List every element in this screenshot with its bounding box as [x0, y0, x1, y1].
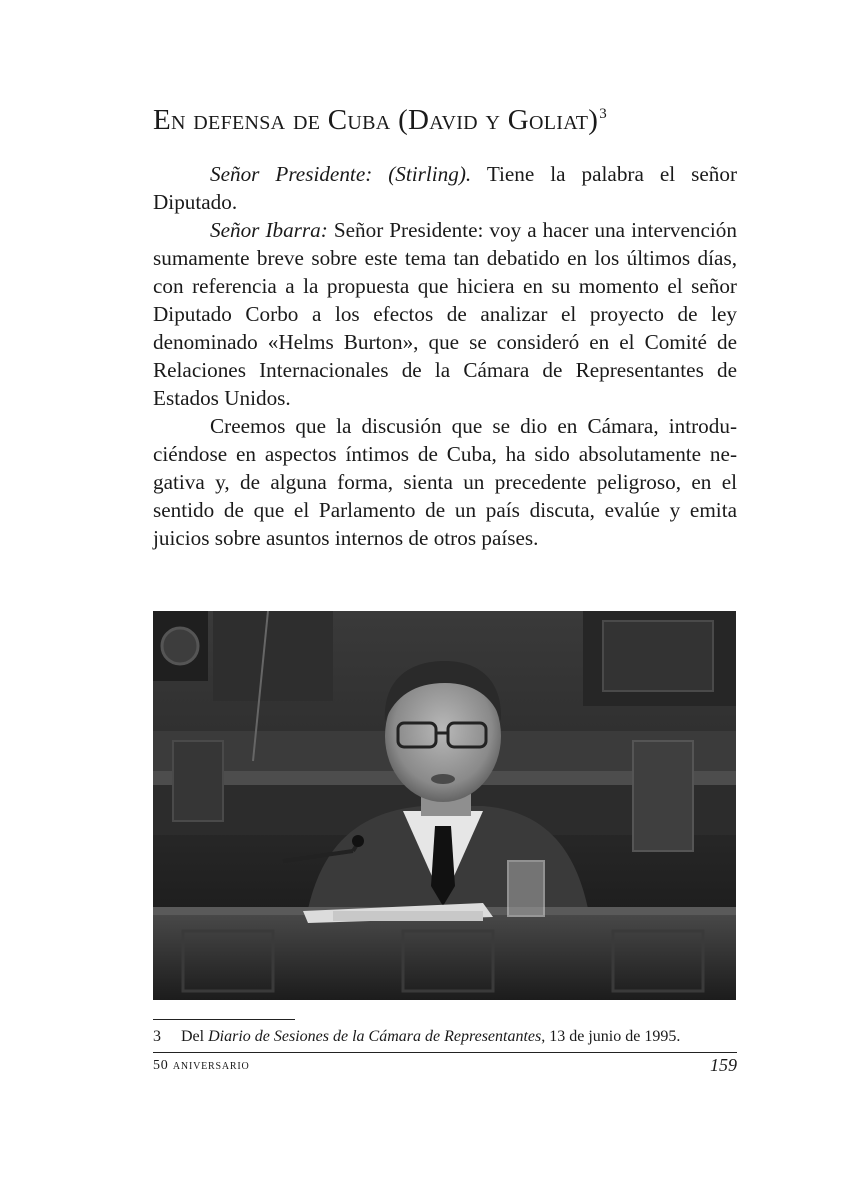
- paragraph-1: [153, 160, 737, 216]
- footnote-rule: [153, 1019, 295, 1020]
- paragraph-1-text: Tiene la palabra el señor Diputado.: [153, 162, 737, 214]
- speaker-photo: [153, 611, 736, 1000]
- footnote-source: Diario de Sesiones de la Cámara de Representantes: [208, 1028, 542, 1045]
- paragraph-3-text: Creemos que la discusión que se dio en Cámara, introduciéndose en aspectos íntimos de Cuba, ha sido absolutamente negativa y, de alguna forma, sienta un precedente peligroso, en el sentido de que el Parlamento de un país discuta, evalúe y emita juicios sobre asuntos internos de otros países.: [153, 414, 737, 550]
- footer-book-label: 50 aniversario: [153, 1058, 250, 1073]
- speaker-photo-illustration: [153, 611, 736, 1000]
- paragraph-2: [153, 216, 737, 412]
- speaker-presidente: Señor Presidente: (Stirling).: [210, 162, 472, 186]
- body-text: [153, 160, 737, 552]
- footer-rule: [153, 1052, 737, 1053]
- speaker-ibarra: Señor Ibarra:: [210, 218, 328, 242]
- footnote-post: , 13 de junio de 1995.: [541, 1028, 681, 1045]
- footnote-number: 3: [153, 1028, 161, 1045]
- chapter-title: [153, 100, 753, 140]
- footnote-pre: Del: [181, 1028, 209, 1045]
- footnote-reference: 3: [599, 106, 608, 123]
- chapter-title-text: En defensa de Cuba (David y Goliat): [153, 104, 599, 136]
- page-number: 159: [710, 1055, 737, 1075]
- paragraph-3: [153, 412, 737, 552]
- paragraph-2-text: Señor Presidente: voy a hacer una intervención sumamente breve sobre este tema tan debatido en los últimos días, con referencia a la propuesta que hiciera en su momento el señor Diputado Corbo a los efectos de analizar el proyecto de ley denominado «Helms Burton», que se consideró en el Comité de Relaciones Internacionales de la Cámara de Representantes de Estados Unidos.: [153, 218, 737, 410]
- footnote: [153, 1026, 753, 1048]
